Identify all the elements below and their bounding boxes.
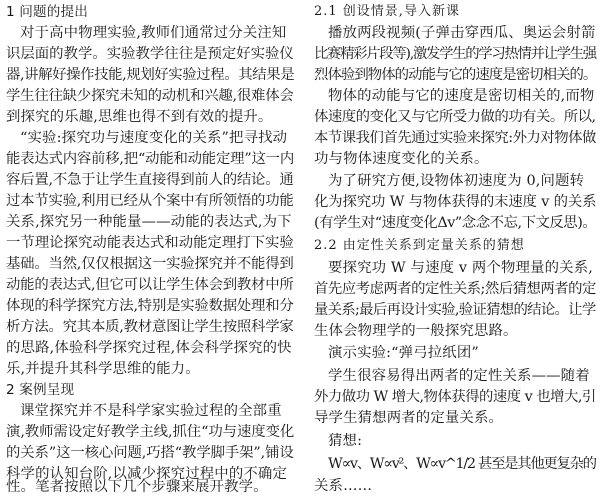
section-heading-2: 2 案例呈现 bbox=[6, 382, 75, 398]
text-line: 为了研究方便,设物体初速度为 0,问题转 bbox=[328, 173, 585, 189]
text-line: 动能的表达式,但它可以让学生体会到教材中所 bbox=[6, 277, 294, 293]
text-line: 的思路,体验科学探究过程,体会科学探究的快 bbox=[6, 340, 292, 356]
text-line: “实验:探究功与速度变化的关系”把寻找动 bbox=[20, 130, 288, 146]
text-line: 播放两段视频(子弹击穿西瓜、奥运会射箭 bbox=[328, 25, 596, 41]
text-line: 外力做功 W 增大,物体获得的速度 v 也增大,引 bbox=[314, 389, 596, 405]
subsection-heading-2-1: 2.1 创设情景,导入新课 bbox=[314, 4, 460, 19]
text-line: 功与物体速度变化的关系。 bbox=[314, 151, 489, 167]
text-line: 演示实验:“弹弓拉纸团” bbox=[328, 345, 479, 361]
text-line: 烈体验到物体的动能与它的速度是密切相关的。 bbox=[314, 67, 597, 83]
text-line: 猜想: bbox=[328, 433, 363, 449]
subsection-heading-2-2: 2.2 由定性关系到定量关系的猜想 bbox=[314, 238, 525, 253]
section-heading-1: 1 问题的提出 bbox=[6, 4, 88, 20]
text-line: 器,讲解好操作技能,规划好实验过程。其结果是 bbox=[6, 67, 295, 83]
text-line: 析方法。究其本质,教材意图让学生按照科学家 bbox=[6, 319, 294, 335]
text-line: 生体会物理学的一般探究思路。 bbox=[314, 323, 518, 339]
formula-line: W∝v、W∝v²、W∝v^1/2 甚至是其他更复杂的 bbox=[328, 456, 596, 472]
text-line: 关系…… bbox=[314, 478, 373, 494]
text-line: 化为探究功 W 与物体获得的末速度 v 的关系 bbox=[314, 194, 597, 210]
text-line: 一节理论探究动能表达式和动能定理打下实验 bbox=[6, 235, 294, 251]
text-line: (有学生对“速度变化Δv”念念不忘,下文反思)。 bbox=[314, 215, 597, 231]
text-line: 的关系”这一核心问题,巧搭“教学脚手架”,铺设 bbox=[6, 445, 294, 461]
text-line: 导学生猜想两者的定量关系。 bbox=[314, 410, 504, 426]
text-line: 识层面的教学。实验教学往往是预定好实验仪 bbox=[6, 46, 294, 62]
text-line: 过本节实验,利用已经从个案中有所领悟的功能 bbox=[6, 193, 294, 209]
text-line: 到探究的乐趣,思维也得不到有效的提升。 bbox=[6, 109, 273, 125]
text-line: 体速度的变化又与它所受力做的功有关。所以, bbox=[314, 109, 596, 125]
text-line: 要探究功 W 与速度 v 两个物理量的关系, bbox=[328, 260, 593, 276]
text-line: 课堂探究并不是科学家实验过程的全部重 bbox=[20, 403, 282, 419]
text-line: 量关系;最后再设计实验,验证猜想的结论。让学 bbox=[314, 302, 596, 318]
text-line: 乐,并提升其科学思维的能力。 bbox=[6, 361, 200, 377]
text-line: 本节课我们首先通过实验来探究:外力对物体做 bbox=[314, 130, 596, 146]
text-line: 首先应考虑两者的定性关系;然后猜想两者的定 bbox=[314, 281, 596, 297]
text-line: 能表达式内容前移,把“动能和动能定理”这一内 bbox=[6, 151, 295, 167]
text-line: 体现的科学探究方法,特别是实验数据处理和分 bbox=[6, 298, 294, 314]
text-line: 比赛精彩片段等),激发学生的学习热情并让学生强 bbox=[314, 46, 596, 62]
text-line: 基础。当然,仅仅根据这一实验探究并不能得到 bbox=[6, 256, 294, 272]
text-line: 性。笔者按照以下几个步骤来展开教学。 bbox=[6, 479, 268, 495]
text-line: 关系,探究另一种能量——动能的表达式,为下 bbox=[6, 214, 292, 230]
text-line: 容后置,不急于让学生直接得到前人的结论。通 bbox=[6, 172, 294, 188]
text-line: 科学的认知台阶,以减少探究过程中的不确定 bbox=[6, 466, 287, 482]
text-line: 对于高中物理实验,教师们通常过分关注知 bbox=[20, 25, 287, 41]
text-line: 演,教师需设定好教学主线,抓住“功与速度变化 bbox=[6, 424, 295, 440]
text-line: 物体的动能与它的速度是密切相关的,而物 bbox=[328, 88, 595, 104]
text-line: 学生很容易得出两者的定性关系——随着 bbox=[328, 368, 590, 384]
text-line: 学生往往缺少探究未知的动机和兴趣,很难体会 bbox=[6, 88, 294, 104]
